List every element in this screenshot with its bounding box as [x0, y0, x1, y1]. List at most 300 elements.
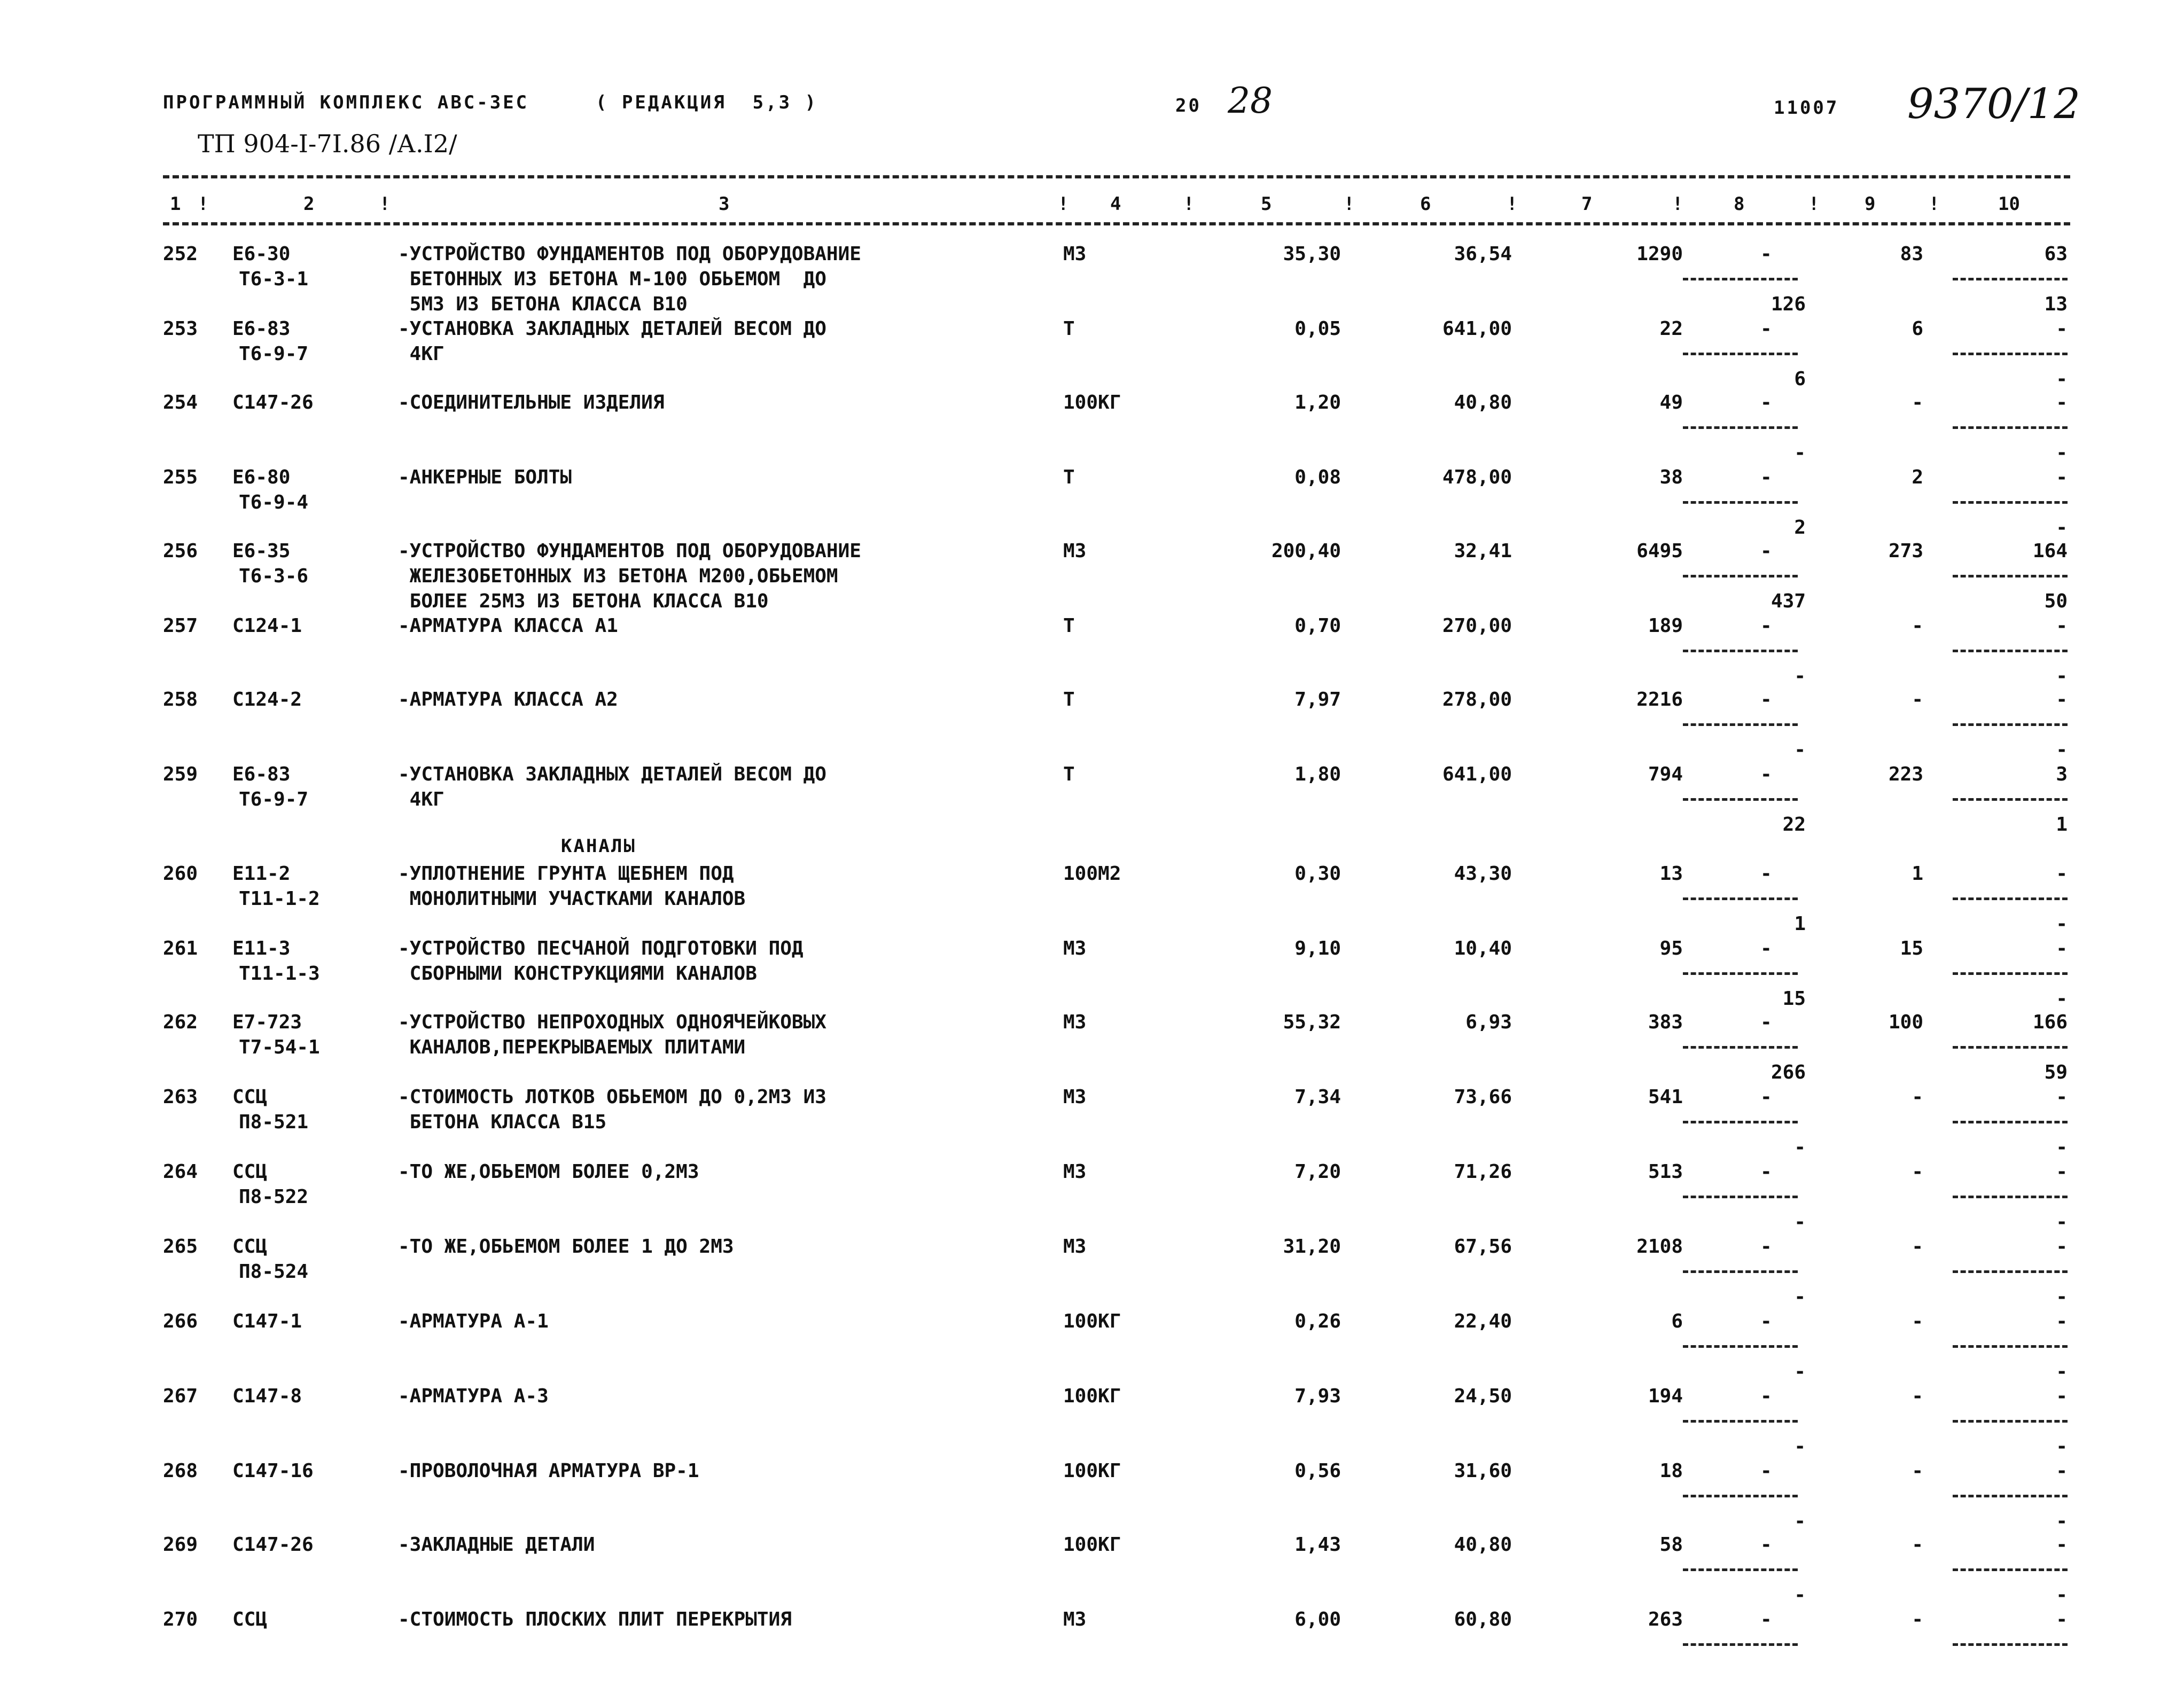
col9-value: 83 [1900, 243, 1923, 265]
resource-code: С147-1 [232, 1310, 302, 1332]
row-number: 268 [163, 1460, 198, 1482]
norm-code: Т6-3-6 [239, 565, 309, 587]
resource-code: Е6-83 [232, 763, 291, 785]
unit-of-measure: М3 [1063, 938, 1087, 959]
row-number: 261 [163, 938, 198, 959]
resource-code: С147-8 [232, 1385, 302, 1407]
col9-value: 2 [1912, 466, 1923, 488]
quantity: 35,30 [1283, 243, 1341, 265]
work-description: 4КГ [398, 788, 444, 810]
unit-price: 478,00 [1442, 466, 1512, 488]
col10-sub-value: - [2056, 1211, 2068, 1233]
column-separator: ! [1672, 193, 1683, 215]
row-number: 269 [163, 1534, 198, 1556]
column-header-4: 4 [1110, 193, 1121, 215]
resource-code: Е7-723 [232, 1011, 302, 1033]
col10-divider [1953, 723, 2068, 726]
col8-sub-value: 6 [1794, 368, 1806, 390]
quantity: 200,40 [1271, 540, 1341, 562]
col8-sub-value: - [1794, 1361, 1806, 1383]
work-description: -ТО ЖЕ,ОБЬЕМОМ БОЛЕЕ 1 ДО 2М3 [398, 1236, 734, 1258]
col10-divider [1953, 1046, 2068, 1049]
column-separator: ! [1507, 193, 1518, 215]
col10-sub-value: - [2056, 1510, 2068, 1532]
col8-divider [1683, 1495, 1798, 1497]
col10-divider [1953, 501, 2068, 504]
col10-divider [1953, 1568, 2068, 1571]
work-description: -АРМАТУРА А-1 [398, 1310, 549, 1332]
header-rule-bottom [163, 222, 2070, 225]
quantity: 55,32 [1283, 1011, 1341, 1033]
column-separator: ! [1929, 193, 1940, 215]
col10-divider [1953, 426, 2068, 429]
work-description: -ЗАКЛАДНЫЕ ДЕТАЛИ [398, 1534, 595, 1556]
col10-divider [1953, 1345, 2068, 1348]
col9-value: - [1912, 1609, 1923, 1630]
col10-value: - [2056, 615, 2068, 637]
column-header-5: 5 [1261, 193, 1272, 215]
column-header-6: 6 [1420, 193, 1431, 215]
project-code: ТП 904-I-7I.86 /А.I2/ [198, 129, 457, 158]
col10-divider [1953, 1643, 2068, 1646]
col10-sub-value: 59 [2044, 1061, 2068, 1083]
col10-value: - [2056, 938, 2068, 959]
row-number: 260 [163, 863, 198, 885]
col8-sub-value: - [1794, 1286, 1806, 1308]
unit-of-measure: 100КГ [1063, 1385, 1121, 1407]
norm-code: Т11-1-3 [239, 963, 320, 985]
unit-of-measure: 100КГ [1063, 1534, 1121, 1556]
col8-sub-value: - [1794, 1510, 1806, 1532]
col8-divider [1683, 426, 1798, 429]
col10-sub-value: 1 [2056, 814, 2068, 836]
work-description: БЕТОНА КЛАССА В15 [398, 1111, 607, 1133]
col8-sub-value: - [1794, 739, 1806, 761]
row-number: 256 [163, 540, 198, 562]
work-description: -УСТРОЙСТВО ФУНДАМЕНТОВ ПОД ОБОРУДОВАНИЕ [398, 243, 861, 265]
work-description: -УПЛОТНЕНИЕ ГРУНТА ЩЕБНЕМ ПОД [398, 863, 734, 885]
row-number: 258 [163, 689, 198, 711]
col8-value: - [1760, 1534, 1772, 1556]
col8-value: - [1760, 689, 1772, 711]
col10-divider [1953, 1270, 2068, 1273]
col10-divider [1953, 1495, 2068, 1497]
norm-code: Т6-9-7 [239, 343, 309, 365]
total-cost: 18 [1659, 1460, 1683, 1482]
col9-value: - [1912, 1310, 1923, 1332]
col10-divider [1953, 897, 2068, 900]
work-description: ЖЕЛЕЗОБЕТОННЫХ ИЗ БЕТОНА М200,ОБЬЕМОМ [398, 565, 838, 587]
work-description: КАНАЛОВ,ПЕРЕКРЫВАЕМЫХ ПЛИТАМИ [398, 1036, 746, 1058]
unit-of-measure: М3 [1063, 1161, 1087, 1183]
col10-sub-value: - [2056, 739, 2068, 761]
quantity: 1,43 [1294, 1534, 1341, 1556]
norm-code: П8-521 [239, 1111, 309, 1133]
col8-value: - [1760, 318, 1772, 340]
unit-of-measure: Т [1063, 318, 1075, 340]
document-ref: 9370/12 [1907, 80, 2081, 128]
col8-divider [1683, 1196, 1798, 1198]
col10-value: - [2056, 318, 2068, 340]
unit-price: 60,80 [1454, 1609, 1512, 1630]
work-description: -ПРОВОЛОЧНАЯ АРМАТУРА ВР-1 [398, 1460, 699, 1482]
quantity: 0,56 [1294, 1460, 1341, 1482]
col8-sub-value: 15 [1782, 988, 1806, 1010]
col10-value: - [2056, 863, 2068, 885]
col10-value: 166 [2032, 1011, 2068, 1033]
col8-sub-value: - [1794, 665, 1806, 687]
col10-value: - [2056, 1460, 2068, 1482]
work-description: -СТОИМОСТЬ ПЛОСКИХ ПЛИТ ПЕРЕКРЫТИЯ [398, 1609, 792, 1630]
quantity: 9,10 [1294, 938, 1341, 959]
col9-value: - [1912, 1460, 1923, 1482]
col9-value: 273 [1888, 540, 1923, 562]
unit-price: 641,00 [1442, 318, 1512, 340]
col8-divider [1683, 353, 1798, 355]
unit-price: 40,80 [1454, 392, 1512, 413]
work-description: 4КГ [398, 343, 444, 365]
column-separator: ! [1183, 193, 1195, 215]
resource-code: Е6-83 [232, 318, 291, 340]
unit-price: 270,00 [1442, 615, 1512, 637]
col8-value: - [1760, 1460, 1772, 1482]
col10-sub-value: 13 [2044, 293, 2068, 315]
col9-value: 223 [1888, 763, 1923, 785]
unit-of-measure: Т [1063, 466, 1075, 488]
unit-of-measure: 100КГ [1063, 1460, 1121, 1482]
row-number: 254 [163, 392, 198, 413]
unit-price: 10,40 [1454, 938, 1512, 959]
col8-divider [1683, 897, 1798, 900]
col8-value: - [1760, 938, 1772, 959]
row-number: 259 [163, 763, 198, 785]
norm-code: Т7-54-1 [239, 1036, 320, 1058]
col8-divider [1683, 972, 1798, 975]
norm-code: П8-524 [239, 1261, 309, 1283]
col9-value: - [1912, 1385, 1923, 1407]
unit-price: 6,93 [1465, 1011, 1512, 1033]
unit-of-measure: М3 [1063, 1086, 1087, 1108]
col8-value: - [1760, 615, 1772, 637]
col10-value: - [2056, 689, 2068, 711]
quantity: 0,70 [1294, 615, 1341, 637]
row-number: 264 [163, 1161, 198, 1183]
col10-sub-value: 50 [2044, 590, 2068, 612]
quantity: 7,20 [1294, 1161, 1341, 1183]
col10-value: 3 [2056, 763, 2068, 785]
col10-sub-value: - [2056, 1286, 2068, 1308]
col9-value: - [1912, 1161, 1923, 1183]
col9-value: - [1912, 1534, 1923, 1556]
col9-value: - [1912, 1086, 1923, 1108]
column-header-3: 3 [719, 193, 730, 215]
total-cost: 6495 [1636, 540, 1683, 562]
col10-sub-value: - [2056, 368, 2068, 390]
unit-of-measure: М3 [1063, 1011, 1087, 1033]
column-header-8: 8 [1734, 193, 1745, 215]
norm-code: Т6-3-1 [239, 268, 309, 290]
total-cost: 541 [1648, 1086, 1683, 1108]
col10-value: - [2056, 466, 2068, 488]
col10-divider [1953, 798, 2068, 801]
col8-sub-value: - [1794, 1584, 1806, 1606]
col10-divider [1953, 972, 2068, 975]
col8-sub-value: - [1794, 1211, 1806, 1233]
row-number: 267 [163, 1385, 198, 1407]
unit-price: 71,26 [1454, 1161, 1512, 1183]
col8-sub-value: - [1794, 442, 1806, 464]
col10-value: 63 [2044, 243, 2068, 265]
col8-sub-value: 126 [1770, 293, 1806, 315]
program-title: ПРОГРАММНЫЙ КОМПЛЕКС АВС-3ЕС [163, 92, 529, 113]
col10-sub-value: - [2056, 913, 2068, 935]
col10-value: - [2056, 1161, 2068, 1183]
column-header-2: 2 [303, 193, 315, 215]
quantity: 7,97 [1294, 689, 1341, 711]
total-cost: 189 [1648, 615, 1683, 637]
row-number: 252 [163, 243, 198, 265]
col8-divider [1683, 501, 1798, 504]
quantity: 6,00 [1294, 1609, 1341, 1630]
unit-price: 43,30 [1454, 863, 1512, 885]
work-description: 5М3 ИЗ БЕТОНА КЛАССА В10 [398, 293, 688, 315]
row-number: 257 [163, 615, 198, 637]
unit-of-measure: 100КГ [1063, 1310, 1121, 1332]
resource-code: ССЦ [232, 1236, 268, 1258]
col8-divider [1683, 575, 1798, 577]
col8-sub-value: 2 [1794, 517, 1806, 538]
col9-value: - [1912, 689, 1923, 711]
unit-of-measure: 100КГ [1063, 392, 1121, 413]
unit-of-measure: М3 [1063, 1609, 1087, 1630]
total-cost: 49 [1659, 392, 1683, 413]
col10-divider [1953, 1121, 2068, 1123]
resource-code: Е11-2 [232, 863, 291, 885]
total-cost: 194 [1648, 1385, 1683, 1407]
quantity: 0,26 [1294, 1310, 1341, 1332]
col8-divider [1683, 1121, 1798, 1123]
col8-sub-value: 266 [1770, 1061, 1806, 1083]
column-separator: ! [1344, 193, 1355, 215]
row-number: 265 [163, 1236, 198, 1258]
unit-price: 22,40 [1454, 1310, 1512, 1332]
col8-divider [1683, 1345, 1798, 1348]
total-cost: 58 [1659, 1534, 1683, 1556]
quantity: 7,93 [1294, 1385, 1341, 1407]
total-cost: 2216 [1636, 689, 1683, 711]
col10-sub-value: - [2056, 1136, 2068, 1158]
resource-code: Е6-35 [232, 540, 291, 562]
col8-divider [1683, 1643, 1798, 1646]
col8-divider [1683, 278, 1798, 280]
total-cost: 794 [1648, 763, 1683, 785]
work-description: -ТО ЖЕ,ОБЬЕМОМ БОЛЕЕ 0,2М3 [398, 1161, 699, 1183]
section-title-kanaly: КАНАЛЫ [561, 836, 636, 857]
column-header-1: 1 [170, 193, 181, 215]
col10-value: 164 [2032, 540, 2068, 562]
total-cost: 513 [1648, 1161, 1683, 1183]
unit-of-measure: Т [1063, 689, 1075, 711]
unit-price: 36,54 [1454, 243, 1512, 265]
work-description: СБОРНЫМИ КОНСТРУКЦИЯМИ КАНАЛОВ [398, 963, 757, 985]
col8-value: - [1760, 1086, 1772, 1108]
total-cost: 2108 [1636, 1236, 1683, 1258]
col8-value: - [1760, 540, 1772, 562]
col8-value: - [1760, 1310, 1772, 1332]
col9-value: - [1912, 1236, 1923, 1258]
resource-code: С124-1 [232, 615, 302, 637]
row-number: 266 [163, 1310, 198, 1332]
unit-of-measure: М3 [1063, 1236, 1087, 1258]
total-cost: 383 [1648, 1011, 1683, 1033]
col9-value: 1 [1912, 863, 1923, 885]
col10-divider [1953, 650, 2068, 652]
resource-code: Е11-3 [232, 938, 291, 959]
quantity: 1,80 [1294, 763, 1341, 785]
quantity: 0,08 [1294, 466, 1341, 488]
unit-price: 31,60 [1454, 1460, 1512, 1482]
row-number: 263 [163, 1086, 198, 1108]
resource-code: С147-26 [232, 392, 314, 413]
col8-divider [1683, 1568, 1798, 1571]
norm-code: Т11-1-2 [239, 888, 320, 910]
col10-divider [1953, 278, 2068, 280]
unit-price: 278,00 [1442, 689, 1512, 711]
page-label: 20 [1175, 95, 1202, 116]
unit-price: 24,50 [1454, 1385, 1512, 1407]
unit-price: 641,00 [1442, 763, 1512, 785]
col8-value: - [1760, 1161, 1772, 1183]
work-description: -УСТАНОВКА ЗАКЛАДНЫХ ДЕТАЛЕЙ ВЕСОМ ДО [398, 318, 826, 340]
total-cost: 38 [1659, 466, 1683, 488]
column-separator: ! [1808, 193, 1820, 215]
work-description: МОНОЛИТНЫМИ УЧАСТКАМИ КАНАЛОВ [398, 888, 746, 910]
col8-value: - [1760, 1236, 1772, 1258]
unit-price: 67,56 [1454, 1236, 1512, 1258]
unit-of-measure: Т [1063, 763, 1075, 785]
total-cost: 13 [1659, 863, 1683, 885]
resource-code: С147-16 [232, 1460, 314, 1482]
col10-sub-value: - [2056, 1584, 2068, 1606]
unit-price: 73,66 [1454, 1086, 1512, 1108]
col10-sub-value: - [2056, 1361, 2068, 1383]
col10-value: - [2056, 1310, 2068, 1332]
resource-code: ССЦ [232, 1609, 268, 1630]
column-header-7: 7 [1581, 193, 1593, 215]
work-description: -АРМАТУРА КЛАССА А2 [398, 689, 618, 711]
resource-code: ССЦ [232, 1086, 268, 1108]
col8-value: - [1760, 1609, 1772, 1630]
unit-of-measure: М3 [1063, 540, 1087, 562]
unit-price: 40,80 [1454, 1534, 1512, 1556]
col10-value: - [2056, 392, 2068, 413]
resource-code: Е6-80 [232, 466, 291, 488]
column-separator: ! [198, 193, 209, 215]
norm-code: П8-522 [239, 1186, 309, 1208]
col8-value: - [1760, 243, 1772, 265]
norm-code: Т6-9-7 [239, 788, 309, 810]
work-description: -АРМАТУРА А-3 [398, 1385, 549, 1407]
resource-code: С124-2 [232, 689, 302, 711]
col8-value: - [1760, 763, 1772, 785]
col10-divider [1953, 575, 2068, 577]
total-cost: 22 [1659, 318, 1683, 340]
col10-value: - [2056, 1236, 2068, 1258]
norm-code: Т6-9-4 [239, 491, 309, 513]
col10-divider [1953, 1420, 2068, 1423]
col10-sub-value: - [2056, 442, 2068, 464]
page-number: 28 [1228, 80, 1273, 121]
col8-divider [1683, 723, 1798, 726]
header-rule-top [163, 175, 2070, 178]
row-number: 253 [163, 318, 198, 340]
col10-sub-value: - [2056, 517, 2068, 538]
document-id: 11007 [1774, 97, 1839, 119]
col10-sub-value: - [2056, 665, 2068, 687]
work-description: -АНКЕРНЫЕ БОЛТЫ [398, 466, 572, 488]
col10-divider [1953, 353, 2068, 355]
col9-value: 100 [1888, 1011, 1923, 1033]
col10-value: - [2056, 1534, 2068, 1556]
col8-divider [1683, 1270, 1798, 1273]
col10-sub-value: - [2056, 1435, 2068, 1457]
work-description: -СТОИМОСТЬ ЛОТКОВ ОБЬЕМОМ ДО 0,2М3 ИЗ [398, 1086, 826, 1108]
column-separator: ! [379, 193, 391, 215]
row-number: 262 [163, 1011, 198, 1033]
unit-of-measure: 100М2 [1063, 863, 1121, 885]
col8-sub-value: - [1794, 1136, 1806, 1158]
quantity: 0,05 [1294, 318, 1341, 340]
col9-value: - [1912, 615, 1923, 637]
col9-value: - [1912, 392, 1923, 413]
col9-value: 15 [1900, 938, 1923, 959]
work-description: БЕТОННЫХ ИЗ БЕТОНА М-100 ОБЬЕМОМ ДО [398, 268, 826, 290]
col8-sub-value: 437 [1770, 590, 1806, 612]
row-number: 270 [163, 1609, 198, 1630]
total-cost: 6 [1671, 1310, 1683, 1332]
work-description: -УСТРОЙСТВО ФУНДАМЕНТОВ ПОД ОБОРУДОВАНИЕ [398, 540, 861, 562]
col8-value: - [1760, 1011, 1772, 1033]
work-description: -АРМАТУРА КЛАССА А1 [398, 615, 618, 637]
work-description: -УСТАНОВКА ЗАКЛАДНЫХ ДЕТАЛЕЙ ВЕСОМ ДО [398, 763, 826, 785]
col8-divider [1683, 798, 1798, 801]
col8-divider [1683, 1046, 1798, 1049]
row-number: 255 [163, 466, 198, 488]
col8-divider [1683, 650, 1798, 652]
col8-value: - [1760, 392, 1772, 413]
col10-divider [1953, 1196, 2068, 1198]
work-description: -УСТРОЙСТВО НЕПРОХОДНЫХ ОДНОЯЧЕЙКОВЫХ [398, 1011, 826, 1033]
resource-code: ССЦ [232, 1161, 268, 1183]
col10-value: - [2056, 1609, 2068, 1630]
col10-value: - [2056, 1385, 2068, 1407]
work-description: БОЛЕЕ 25М3 ИЗ БЕТОНА КЛАССА В10 [398, 590, 769, 612]
col9-value: 6 [1912, 318, 1923, 340]
quantity: 7,34 [1294, 1086, 1341, 1108]
col8-divider [1683, 1420, 1798, 1423]
unit-of-measure: М3 [1063, 243, 1087, 265]
work-description: -СОЕДИНИТЕЛЬНЫЕ ИЗДЕЛИЯ [398, 392, 665, 413]
edition-label: ( РЕДАКЦИЯ 5,3 ) [596, 92, 818, 113]
work-description: -УСТРОЙСТВО ПЕСЧАНОЙ ПОДГОТОВКИ ПОД [398, 938, 804, 959]
total-cost: 263 [1648, 1609, 1683, 1630]
quantity: 31,20 [1283, 1236, 1341, 1258]
col8-value: - [1760, 466, 1772, 488]
column-header-9: 9 [1865, 193, 1876, 215]
column-separator: ! [1058, 193, 1069, 215]
quantity: 1,20 [1294, 392, 1341, 413]
total-cost: 95 [1659, 938, 1683, 959]
